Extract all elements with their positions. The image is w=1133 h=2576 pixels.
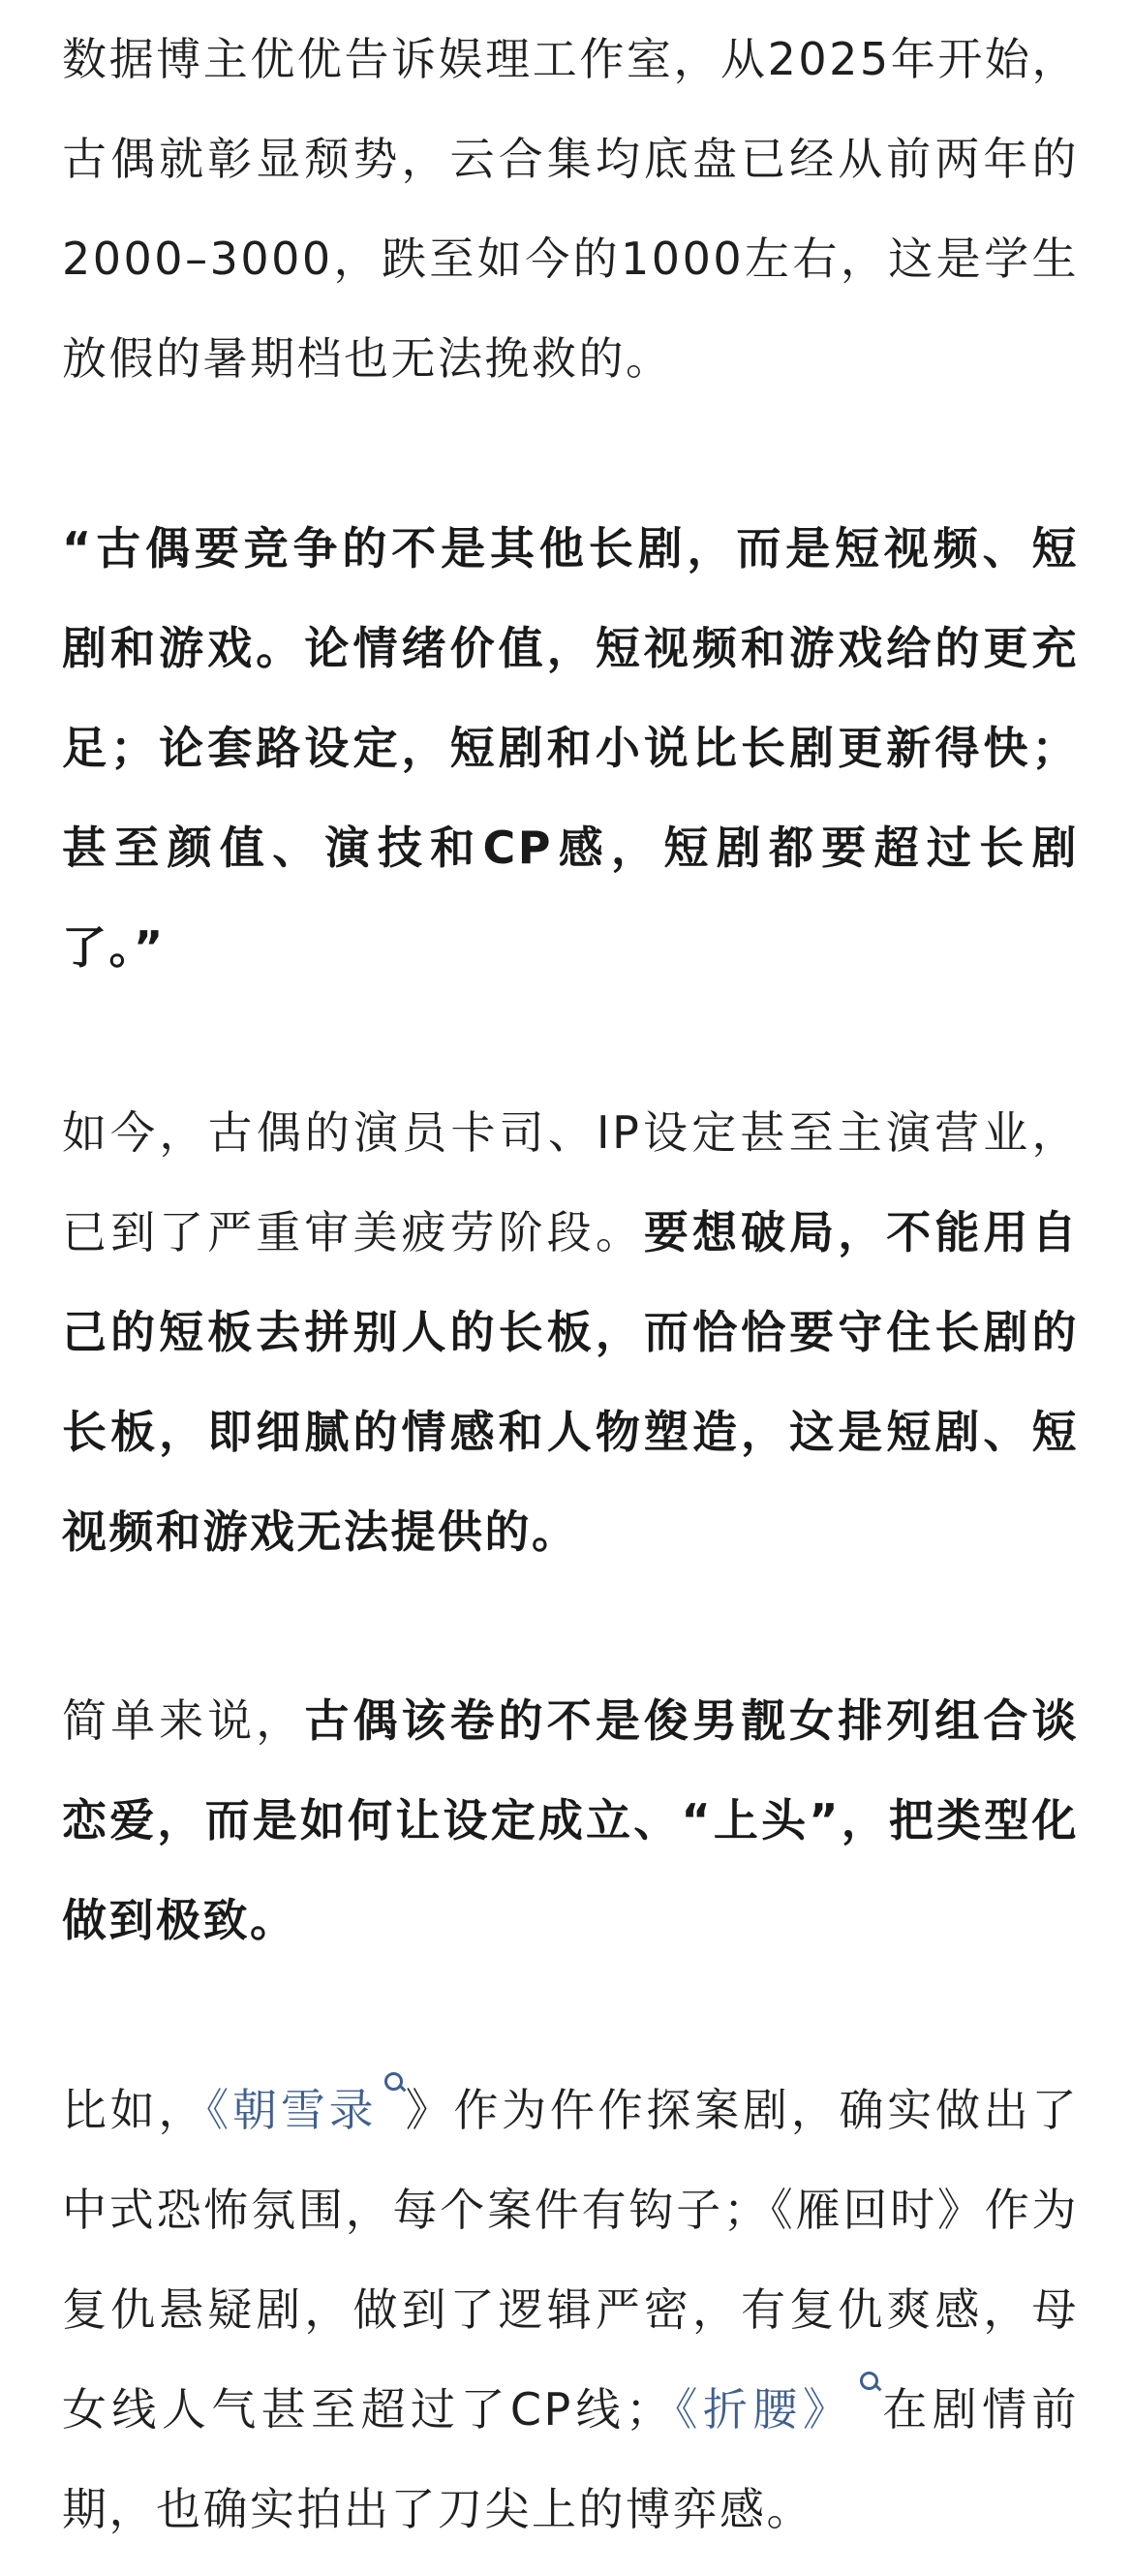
search-link-zhaoxuelu[interactable]: 《朝雪录 — [206, 2084, 378, 2136]
paragraph-4-bold-text: 古偶该卷的不是俊男靓女排列组合谈恋爱，而是如何让设定成立、“上头”，把类型化做到极致。 — [62, 1694, 1079, 1946]
paragraph-4 — [62, 1671, 1079, 1971]
paragraph-5 — [62, 2061, 1079, 2560]
paragraph-5-text-a: 比如， — [62, 2084, 207, 2136]
paragraph-3-bold-text: 要想破局，不能用自己的短板去拼别人的长板，而恰恰要守住长剧的长板，即细腻的情感和人物塑造，这是短剧、短视频和游戏无法提供的。 — [62, 1206, 1080, 1558]
paragraph-5-text-c: 在剧情前期，也确实拍出了刀尖上的博弈感。 — [62, 2383, 1080, 2535]
paragraph-1-text: 数据博主优优告诉娱理工作室，从2025年开始，古偶就彰显颓势，云合集均底盘已经从前两年的2000–3000，跌至如今的1000左右，这是学生放假的暑期档也无法挽救的。 — [62, 33, 1079, 385]
paragraph-3 — [62, 1083, 1079, 1582]
paragraph-3-normal-text: 如今，古偶的演员卡司、IP设定甚至主演营业，已到了严重审美疲劳阶段。 — [62, 1106, 1079, 1258]
paragraph-1 — [62, 10, 1079, 409]
paragraph-4-normal-text: 简单来说， — [62, 1694, 305, 1747]
paragraph-2-text: “古偶要竞争的不是其他长剧，而是短视频、短剧和游戏。论情绪价值，短视频和游戏给的更充足；论套路设定，短剧和小说比长剧更新得快；甚至颜值、演技和CP感，短剧都要超过长剧了。” — [62, 522, 1079, 974]
paragraph-5-text-b: 》作为仵作探案剧，确实做出了中式恐怖氛围，每个案件有钩子；《雁回时》作为复仇悬疑剧，做到了逻辑严密，有复仇爽感，母女线人气甚至超过了CP线； — [62, 2084, 1080, 2436]
search-icon[interactable] — [383, 2070, 404, 2099]
paragraph-2-quote — [62, 499, 1079, 998]
search-icon[interactable] — [858, 2370, 879, 2399]
search-link-zheyao[interactable]: 《折腰》 — [672, 2383, 853, 2436]
